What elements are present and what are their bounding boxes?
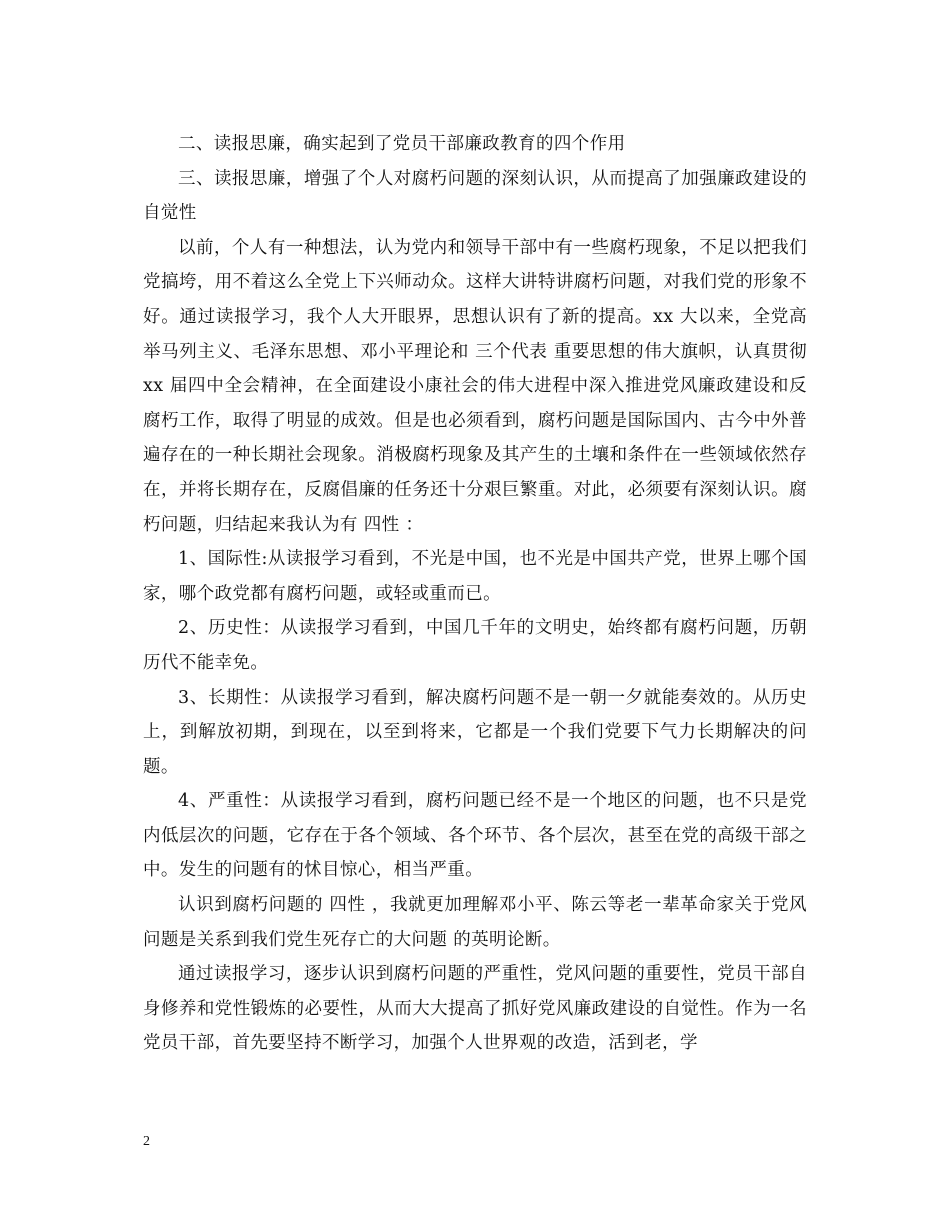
paragraph-item-historicity: 2、历史性：从读报学习看到，中国几千年的文明史，始终都有腐朽问题，历朝历代不能幸免。 <box>143 618 807 673</box>
paragraph-item-internationality: 1、国际性:从读报学习看到，不光是中国，也不光是中国共产党，世界上哪个国家，哪个政党都有腐朽问题，或轻或重而已。 <box>143 549 807 604</box>
paragraph-heading-3: 三、读报思廉，增强了个人对腐朽问题的深刻认识，从而提高了加强廉政建设的自觉性 <box>143 168 807 224</box>
document-body <box>143 127 807 1061</box>
page-number: 2 <box>143 1134 150 1149</box>
paragraph-study-conclusion: 通过读报学习，逐步认识到腐朽问题的严重性，党风问题的重要性，党员干部自身修养和党性锻炼的必要性，从而大大提高了抓好党风廉政建设的自觉性。作为一名党员干部，首先要坚持不断学习，加强个人世界观的改造，活到老，学 <box>143 964 807 1054</box>
paragraph-item-long-term: 3、长期性：从读报学习看到，解决腐朽问题不是一朝一夕就能奏效的。从历史上，到解放初期，到现在，以至到将来，它都是一个我们党要下气力长期解决的问题。 <box>143 687 807 777</box>
paragraph-previous-view: 以前，个人有一种想法，认为党内和领导干部中有一些腐朽现象，不足以把我们党搞垮，用不着这么全党上下兴师动众。这样大讲特讲腐朽问题，对我们党的形象不好。通过读报学习，我个人大开眼界，思想认识有了新的提高。xx 大以来，全党高举马列主义、毛泽东思想、邓小平理论和 三个代表 重要思想的伟大旗帜，认真贯彻 xx 届四中全会精神，在全面建设小康社会的伟大进程中深入推进党风廉政建设和反腐朽工作，取得了明显的成效。但是也必须看到，腐朽问题是国际国内、古今中外普遍存在的一种长期社会现象。消极腐朽现象及其产生的土壤和条件在一些领域依然存在，并将长期存在，反腐倡廉的任务还十分艰巨繁重。对此，必须要有深刻认识。腐朽问题，归结起来我认为有 四性 ： <box>143 237 807 535</box>
paragraph-heading-2: 二、读报思廉，确实起到了党员干部廉政教育的四个作用 <box>178 134 626 154</box>
paragraph-four-characteristics: 认识到腐朽问题的 四性 ，我就更加理解邓小平、陈云等老一辈革命家关于党风问题是关系到我们党生死存亡的大问题 的英明论断。 <box>143 895 807 950</box>
paragraph-item-severity: 4、严重性：从读报学习看到，腐朽问题已经不是一个地区的问题，也不只是党内低层次的问题，它存在于各个领域、各个环节、各个层次，甚至在党的高级干部之中。发生的问题有的怵目惊心，相当严重。 <box>143 791 807 881</box>
